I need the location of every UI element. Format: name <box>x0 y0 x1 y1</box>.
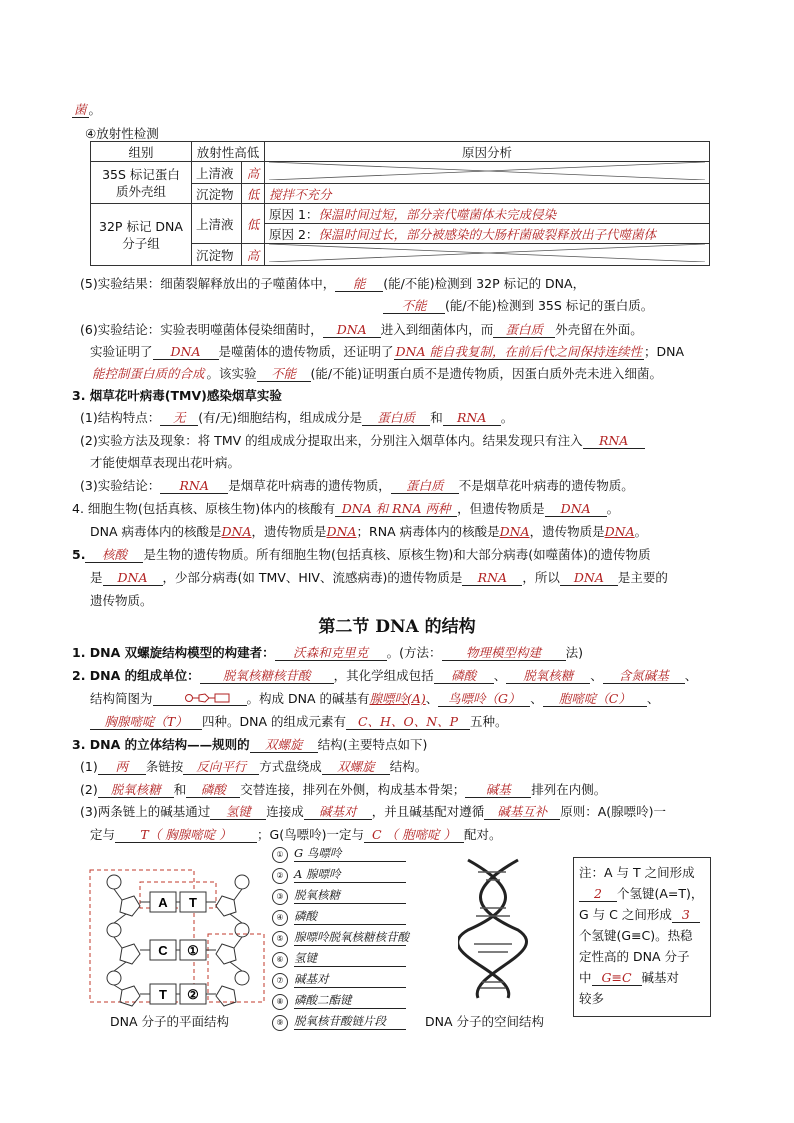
answer-blank: DNA <box>323 323 381 338</box>
answer-blank: RNA <box>462 571 522 586</box>
text: 5. <box>72 547 86 562</box>
table-header: 组别 <box>91 142 192 162</box>
base-t2-label: T <box>159 987 167 1002</box>
answer-blank: 脱氧核糖核苷酸 <box>200 669 334 684</box>
note-box <box>573 857 711 1017</box>
exp-line <box>80 320 643 338</box>
text: 。 <box>634 524 648 539</box>
text: 外壳留在外面。 <box>555 322 643 337</box>
level-cell: 低 <box>241 184 264 204</box>
answer-blank: DNA 和 RNA 两种 <box>335 502 457 517</box>
base-2-label: ② <box>187 987 199 1002</box>
legend-item <box>272 1013 406 1031</box>
answer-blank: 不能 <box>257 367 311 382</box>
answer-blank: DNA <box>560 571 618 586</box>
legend-text: 碱基对 <box>294 971 406 988</box>
text: ，少部分病毒(如 TMV、HIV、流感病毒)的遗传物质是 <box>162 570 463 585</box>
legend-number: ④ <box>272 910 288 926</box>
text: ，所以 <box>522 570 560 585</box>
text: 进入到细菌体内，而 <box>380 322 494 337</box>
p5-line <box>90 568 668 586</box>
legend-number: ⑦ <box>272 973 288 989</box>
answer-blank: DNA <box>499 524 530 539</box>
text: 原因 1： <box>269 206 319 222</box>
exp-line <box>80 274 585 292</box>
answer-blank: 无 <box>160 411 198 426</box>
answer-blank: 碱基互补 <box>484 805 560 820</box>
reason-cell <box>265 162 710 184</box>
exp-line <box>383 296 653 314</box>
text: 实验证明了 <box>90 344 153 359</box>
legend-item <box>272 887 406 905</box>
text: (3)实验结论： <box>80 478 161 493</box>
text: ，并且碱基配对遵循 <box>371 804 485 819</box>
text: 3. DNA 的立体结构——规则的 <box>72 737 250 752</box>
text: 配对。 <box>463 827 502 842</box>
cross-out <box>269 162 705 180</box>
text: (2) <box>80 782 98 797</box>
answer-blank: 氢键 <box>210 805 266 820</box>
answer-blank: DNA <box>326 524 357 539</box>
reason-cell <box>265 244 710 266</box>
legend-number: ⑥ <box>272 952 288 968</box>
text: 、 <box>646 691 660 706</box>
text: ，遗传物质是 <box>251 524 327 539</box>
text: 、 <box>493 668 507 683</box>
caption-space: DNA 分子的空间结构 <box>425 1014 545 1029</box>
answer-blank: 脱氧核糖 <box>506 669 590 684</box>
text: 、 <box>590 668 603 683</box>
text: 方式盘绕成 <box>259 759 322 774</box>
text: 保温时间过长，部分被感染的大肠杆菌破裂释放出子代噬菌体 <box>318 226 656 242</box>
note-line: 定性高的 DNA 分子 <box>579 949 690 964</box>
reason-cell: 搅拌不充分 <box>265 184 710 204</box>
text: 中 <box>579 970 592 985</box>
answer-blank: 腺嘌呤(A) <box>369 691 426 706</box>
legend-number: ② <box>272 868 288 884</box>
level-cell: 高 <box>241 162 264 184</box>
note-line <box>579 967 705 988</box>
answer-blank: 反向平行 <box>183 760 259 775</box>
text: (能/不能)检测到 32P 标记的 DNA， <box>383 276 586 291</box>
base-t-label: T <box>189 895 197 910</box>
sample-cell: 沉淀物 <box>192 244 242 266</box>
answer-blank: 核酸 <box>85 548 143 563</box>
legend-text: 氢键 <box>294 950 406 967</box>
text: ，其化学组成包括 <box>333 668 434 683</box>
text: 交替连接，排列在外侧，构成基本骨架； <box>240 782 466 797</box>
exp-line <box>90 364 662 382</box>
text: (2)实验方法及现象：将 TMV 的组成成分提取出来，分别注入烟草体内。结果发现只有注入 <box>80 433 583 448</box>
text: 、 <box>530 691 543 706</box>
text: 是 <box>90 570 103 585</box>
legend-text: 磷酸 <box>294 908 406 925</box>
answer-blank: 胸腺嘧啶（T） <box>90 715 202 730</box>
text: 结构简图为 <box>90 691 153 706</box>
answer-blank: DNA 能自我复制，在前后代之间保持连续性 <box>395 344 642 359</box>
dna-helix-image <box>458 858 528 1000</box>
text: 质外壳组 <box>115 183 166 199</box>
tmv-line <box>80 408 513 426</box>
text: 结构(主要特点如下) <box>317 737 428 752</box>
text: 四种。DNA 的组成元素有 <box>202 714 347 729</box>
text: 结构。 <box>389 759 428 774</box>
answer-blank: DNA <box>103 571 163 586</box>
nucleotide-icon <box>153 691 247 705</box>
reason-cell <box>265 224 710 244</box>
text: 分子组 <box>122 235 160 251</box>
answer-blank: 鸟嘌呤（G） <box>438 692 530 707</box>
answer-blank: 不能 <box>383 299 445 314</box>
text: ；RNA 病毒体内的核酸是 <box>356 524 500 539</box>
top-line <box>72 100 101 118</box>
text: 是烟草花叶病毒的遗传物质， <box>228 478 391 493</box>
answer-blank: 物理模型构建 <box>442 646 566 661</box>
answer-blank: 2 <box>579 887 617 902</box>
answer-blank: DNA <box>545 502 607 517</box>
table-header: 放射性高低 <box>192 142 265 162</box>
legend-item <box>272 845 406 863</box>
dashed-nucleotide-box <box>208 934 264 1002</box>
tmv-line <box>80 431 645 449</box>
note-line: 较多 <box>579 991 605 1006</box>
answer-blank: 磷酸 <box>186 783 240 798</box>
legend-text: 脱氧核苷酸链片段 <box>294 1013 406 1030</box>
text: 个氢键(A=T)， <box>617 886 704 901</box>
answer-blank: 含氮碱基 <box>603 669 685 684</box>
text: DNA 病毒体内的核酸是 <box>90 524 222 539</box>
p4-line <box>72 499 619 517</box>
legend-text: 腺嘌呤脱氧核糖核苷酸 <box>294 930 409 944</box>
answer-blank: RNA <box>443 411 501 426</box>
text: ，遗传物质是 <box>529 524 605 539</box>
text: 、 <box>425 691 439 706</box>
text: 。(方法： <box>386 645 442 660</box>
legend-text: G 鸟嘌呤 <box>294 845 406 862</box>
answer-blank: DNA <box>221 524 252 539</box>
text: 和 <box>173 782 187 797</box>
answer-blank: DNA <box>604 524 635 539</box>
answer-blank: 双螺旋 <box>250 738 318 753</box>
legend-number: ⑧ <box>272 994 288 1010</box>
legend-text: 脱氧核糖 <box>294 887 406 904</box>
legend-number: ⑤ <box>272 931 288 947</box>
sample-cell: 沉淀物 <box>192 184 242 204</box>
text: 排列在内侧。 <box>531 782 607 797</box>
text: (6)实验结论：实验表明噬菌体侵染细菌时， <box>80 322 323 337</box>
legend-item <box>272 929 409 947</box>
answer-blank: 蛋白质 <box>391 479 459 494</box>
answer-blank: 蛋白质 <box>493 323 555 338</box>
tmv-line: 才能使烟草表现出花叶病。 <box>90 455 241 470</box>
tmv-heading: 3. 烟草花叶病毒(TMV)感染烟草实验 <box>72 388 282 403</box>
text: 原因 2： <box>269 226 319 242</box>
text: 是噬菌体的遗传物质，还证明了 <box>218 344 394 359</box>
legend-number: ③ <box>272 889 288 905</box>
answer-blank: 3 <box>672 908 700 923</box>
sample-cell: 上清液 <box>192 162 242 184</box>
text: 4. 细胞生物(包括真核、原核生物)体内的核酸有 <box>72 501 336 516</box>
legend-number: ⑨ <box>272 1015 288 1031</box>
s2-line <box>90 689 659 707</box>
text: 。构成 DNA 的碱基有 <box>246 691 370 706</box>
note-line <box>579 883 705 904</box>
text: 。该实验 <box>206 366 257 381</box>
group-cell <box>91 204 192 266</box>
answer-blank: RNA <box>583 434 645 449</box>
text: (能/不能)检测到 35S 标记的蛋白质。 <box>445 298 654 313</box>
s2-line <box>90 712 508 730</box>
p5-line <box>72 545 650 563</box>
answer-blank: 脱氧核糖 <box>98 783 174 798</box>
text: (1)结构特点： <box>80 410 161 425</box>
radioactivity-table <box>90 141 710 266</box>
text: 。 <box>606 501 620 516</box>
s3-line <box>80 780 606 798</box>
section-title: 第二节 DNA 的结构 <box>318 617 476 637</box>
reason-cell <box>265 204 710 224</box>
text: (1) <box>80 759 98 774</box>
answer-blank: 双螺旋 <box>322 760 390 775</box>
s1-line <box>72 643 583 661</box>
base-a-label: A <box>158 895 168 910</box>
text: 和 <box>430 410 443 425</box>
tmv-line <box>80 476 634 494</box>
text: ；G(鸟嘌呤)一定与 <box>257 827 364 842</box>
p5-line: 遗传物质。 <box>90 593 153 608</box>
answer-blank: 磷酸 <box>434 669 494 684</box>
legend-item <box>272 992 406 1010</box>
s3-line <box>80 802 666 820</box>
group-cell <box>91 162 192 204</box>
answer-blank: 能 <box>335 277 383 292</box>
answer-blank: C （ 胞嘧啶 ） <box>364 828 464 843</box>
text: 法) <box>565 645 583 660</box>
text: 不是烟草花叶病毒的遗传物质。 <box>458 478 634 493</box>
nucleotide-sketch <box>153 691 247 706</box>
text: (5)实验结果：细菌裂解释放出的子噬菌体中， <box>80 276 336 291</box>
answer-blank: 两 <box>98 760 146 775</box>
s3-line <box>80 757 427 775</box>
dashed-strand-box <box>90 870 194 1002</box>
text: 定与 <box>90 827 116 842</box>
text: 保温时间过短，部分亲代噬菌体未完成侵染 <box>318 206 556 222</box>
answer-blank: T（ 胸腺嘧啶 ） <box>115 828 257 843</box>
detect-title: ④放射性检测 <box>85 126 159 141</box>
text: ，但遗传物质是 <box>457 501 545 516</box>
text: 1. DNA 双螺旋结构模型的构建者： <box>72 645 275 660</box>
answer-blank: C、H、O、N、P <box>346 715 470 730</box>
s2-line <box>72 666 697 684</box>
base-1-label: ① <box>187 943 199 958</box>
text: G 与 C 之间形成 <box>579 907 672 922</box>
table-header: 原因分析 <box>265 142 710 162</box>
text: 。 <box>88 102 102 117</box>
base-c-label: C <box>158 943 168 958</box>
text: 原则：A(腺嘌呤)一 <box>560 804 667 819</box>
note-line <box>579 904 705 925</box>
legend-text: A 腺嘌呤 <box>294 866 406 883</box>
legend-item <box>272 866 406 884</box>
text: 。 <box>500 410 514 425</box>
answer-blank: 胞嘧啶（C） <box>543 692 647 707</box>
text: ；DNA <box>644 344 685 359</box>
text: (能/不能)证明蛋白质不是遗传物质，因蛋白质外壳未进入细菌。 <box>310 366 662 381</box>
s3-line <box>72 735 427 753</box>
legend-item <box>272 971 406 989</box>
text: (3)两条链上的碱基通过 <box>80 804 211 819</box>
answer-blank: 碱基对 <box>304 805 372 820</box>
text: 条链按 <box>145 759 184 774</box>
note-line: 注：A 与 T 之间形成 <box>579 865 695 880</box>
answer-blank: 菌 <box>74 102 87 117</box>
cross-out <box>269 244 705 262</box>
answer-blank: 能控制蛋白质的合成 <box>92 366 205 381</box>
legend-number: ① <box>272 847 288 863</box>
p4-line <box>90 522 647 540</box>
legend-item <box>272 950 406 968</box>
text: 碱基对 <box>641 970 680 985</box>
text: 、 <box>684 668 698 683</box>
answer-blank: G≡C <box>592 971 642 986</box>
text: 是生物的遗传物质。所有细胞生物(包括真核、原核生物)和大部分病毒(如噬菌体)的遗传物质 <box>143 547 651 562</box>
text: (有/无)细胞结构，组成成分是 <box>198 410 363 425</box>
text: 2. DNA 的组成单位： <box>72 668 200 683</box>
text: 是主要的 <box>617 570 668 585</box>
answer-blank: 碱基 <box>465 783 531 798</box>
s3-line <box>90 825 501 843</box>
legend-item <box>272 908 406 926</box>
text: 35S 标记蛋白 <box>102 166 180 182</box>
sample-cell: 上清液 <box>192 204 242 244</box>
dna-plane-diagram <box>82 862 266 1012</box>
note-line: 个氢键(G≡C)。热稳 <box>579 928 693 943</box>
exp-line <box>90 342 684 360</box>
text: 32P 标记 DNA <box>99 218 183 234</box>
answer-blank: 沃森和克里克 <box>275 646 387 661</box>
level-cell: 低 <box>241 204 264 244</box>
answer-blank: 蛋白质 <box>362 411 430 426</box>
text: 连接成 <box>266 804 304 819</box>
answer-blank: RNA <box>160 479 228 494</box>
level-cell: 高 <box>241 244 264 266</box>
legend-text: 磷酸二酯键 <box>294 992 406 1009</box>
caption-plane: DNA 分子的平面结构 <box>110 1014 230 1029</box>
text: 五种。 <box>470 714 508 729</box>
answer-blank: DNA <box>153 345 219 360</box>
